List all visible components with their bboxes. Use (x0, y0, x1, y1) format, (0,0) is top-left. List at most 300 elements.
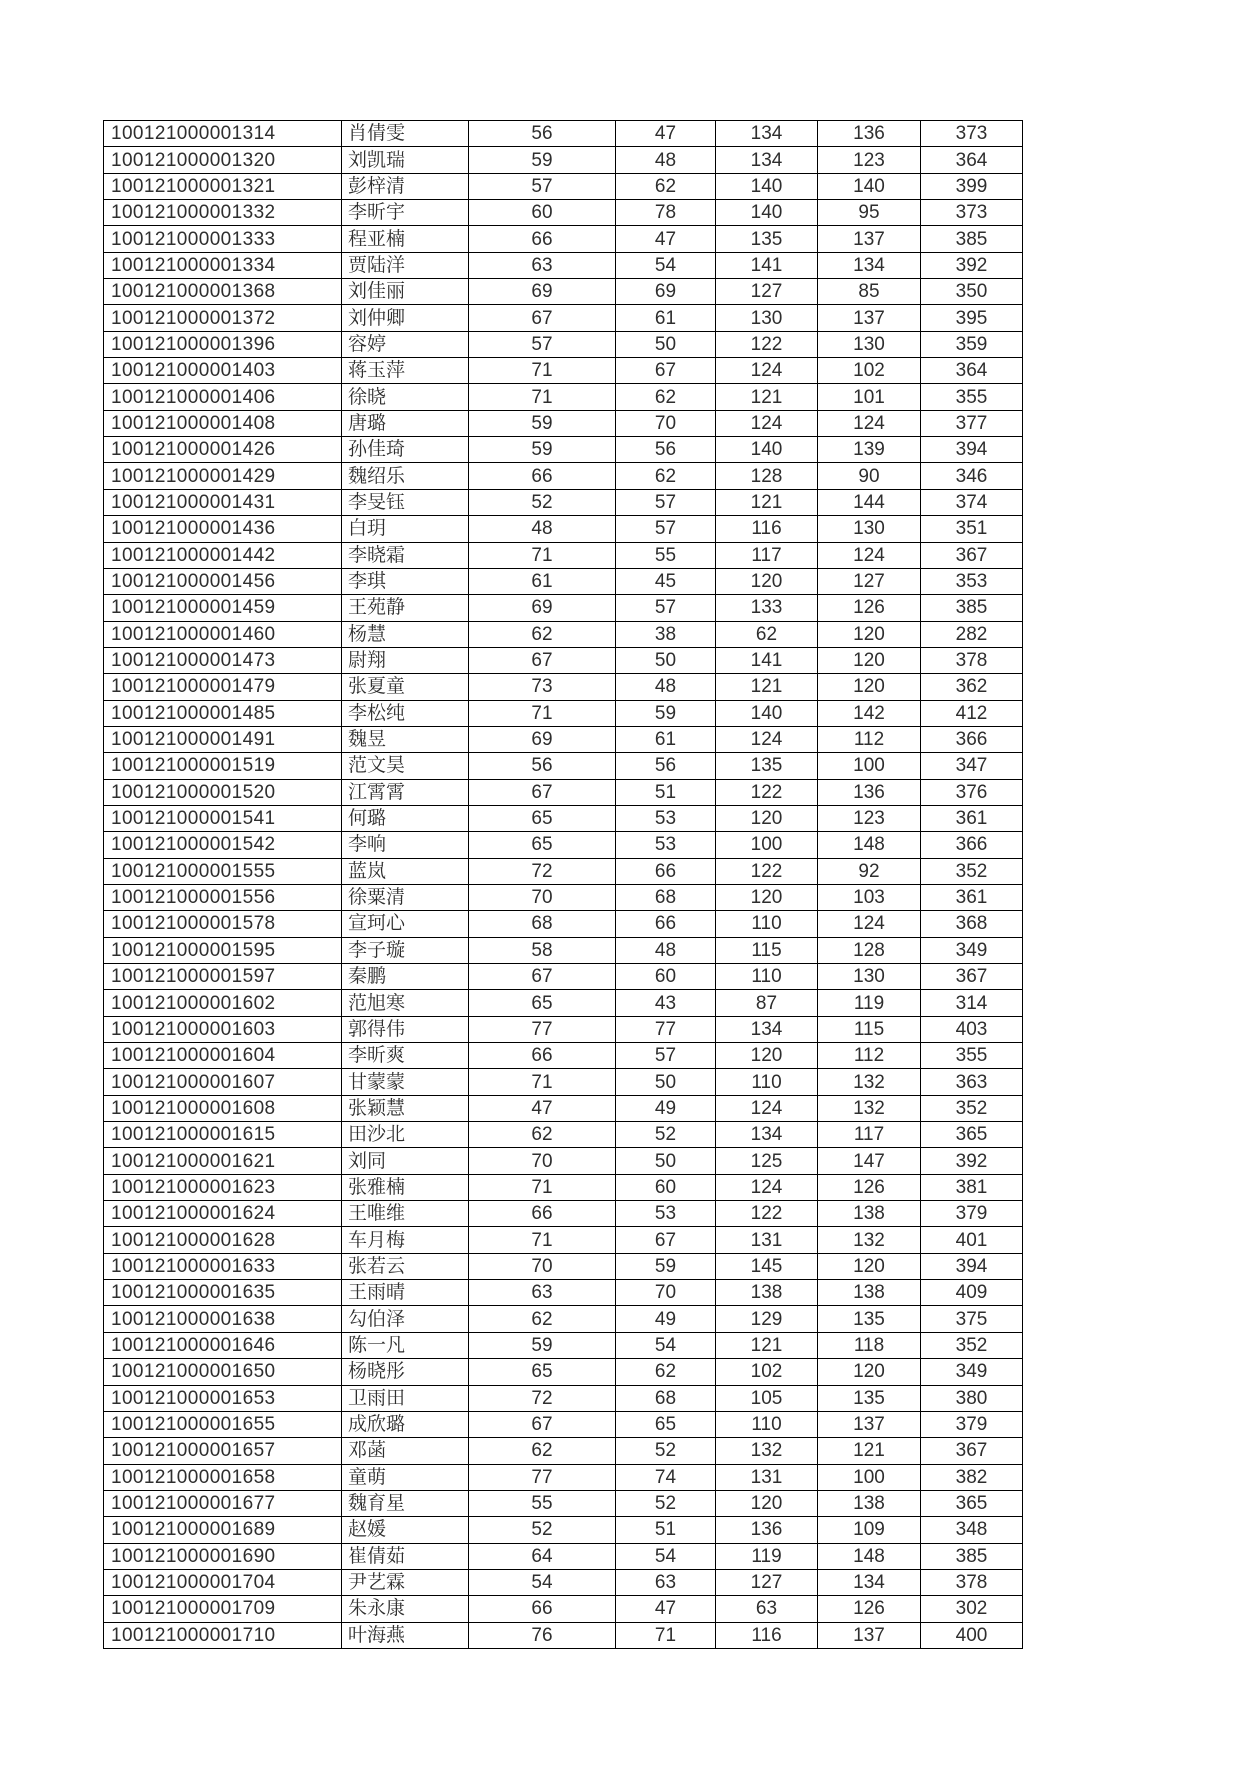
score-4-cell: 109 (818, 1517, 921, 1543)
score-3-cell: 117 (716, 542, 818, 568)
score-4-cell: 142 (818, 700, 921, 726)
score-3-cell: 140 (716, 173, 818, 199)
total-score-cell: 399 (921, 173, 1023, 199)
score-4-cell: 130 (818, 516, 921, 542)
candidate-name-cell: 刘同 (342, 1148, 469, 1174)
score-1-cell: 47 (469, 1095, 616, 1121)
candidate-id-cell: 100121000001690 (104, 1543, 342, 1569)
total-score-cell: 403 (921, 1016, 1023, 1042)
total-score-cell: 409 (921, 1280, 1023, 1306)
total-score-cell: 353 (921, 568, 1023, 594)
table-row (104, 252, 1023, 278)
score-3-cell: 120 (716, 1490, 818, 1516)
candidate-id-cell: 100121000001658 (104, 1464, 342, 1490)
score-1-cell: 66 (469, 1596, 616, 1622)
score-1-cell: 52 (469, 489, 616, 515)
score-3-cell: 124 (716, 358, 818, 384)
score-1-cell: 72 (469, 1385, 616, 1411)
candidate-id-cell: 100121000001372 (104, 305, 342, 331)
score-3-cell: 124 (716, 726, 818, 752)
total-score-cell: 365 (921, 1490, 1023, 1516)
candidate-name-cell: 江霄霄 (342, 779, 469, 805)
total-score-cell: 385 (921, 595, 1023, 621)
candidate-name-cell: 范文昊 (342, 753, 469, 779)
table-row (104, 200, 1023, 226)
total-score-cell: 385 (921, 226, 1023, 252)
score-1-cell: 67 (469, 305, 616, 331)
table-row (104, 173, 1023, 199)
candidate-id-cell: 100121000001677 (104, 1490, 342, 1516)
score-3-cell: 120 (716, 568, 818, 594)
candidate-name-cell: 成欣璐 (342, 1411, 469, 1437)
score-4-cell: 126 (818, 1596, 921, 1622)
score-1-cell: 67 (469, 1411, 616, 1437)
score-2-cell: 50 (616, 1069, 716, 1095)
candidate-id-cell: 100121000001607 (104, 1069, 342, 1095)
score-2-cell: 43 (616, 990, 716, 1016)
score-1-cell: 66 (469, 226, 616, 252)
candidate-name-cell: 王雨晴 (342, 1280, 469, 1306)
candidate-id-cell: 100121000001653 (104, 1385, 342, 1411)
score-4-cell: 140 (818, 173, 921, 199)
score-4-cell: 126 (818, 595, 921, 621)
score-4-cell: 100 (818, 1464, 921, 1490)
score-1-cell: 62 (469, 1122, 616, 1148)
score-3-cell: 121 (716, 489, 818, 515)
candidate-id-cell: 100121000001321 (104, 173, 342, 199)
candidate-name-cell: 魏昱 (342, 726, 469, 752)
score-1-cell: 69 (469, 595, 616, 621)
score-1-cell: 70 (469, 1253, 616, 1279)
score-1-cell: 62 (469, 1438, 616, 1464)
candidate-name-cell: 崔倩茹 (342, 1543, 469, 1569)
score-4-cell: 147 (818, 1148, 921, 1174)
candidate-name-cell: 邓菡 (342, 1438, 469, 1464)
score-3-cell: 122 (716, 1201, 818, 1227)
score-4-cell: 148 (818, 1543, 921, 1569)
score-1-cell: 60 (469, 200, 616, 226)
candidate-name-cell: 何璐 (342, 805, 469, 831)
candidate-name-cell: 徐晓 (342, 384, 469, 410)
table-row (104, 358, 1023, 384)
table-row (104, 1596, 1023, 1622)
table-row (104, 805, 1023, 831)
candidate-name-cell: 李晓霜 (342, 542, 469, 568)
candidate-name-cell: 范旭寒 (342, 990, 469, 1016)
score-2-cell: 60 (616, 964, 716, 990)
total-score-cell: 363 (921, 1069, 1023, 1095)
score-4-cell: 138 (818, 1280, 921, 1306)
total-score-cell: 362 (921, 674, 1023, 700)
table-row (104, 1622, 1023, 1648)
candidate-id-cell: 100121000001650 (104, 1359, 342, 1385)
candidate-name-cell: 甘蒙蒙 (342, 1069, 469, 1095)
score-4-cell: 103 (818, 884, 921, 910)
score-4-cell: 115 (818, 1016, 921, 1042)
table-row (104, 279, 1023, 305)
score-4-cell: 135 (818, 1306, 921, 1332)
score-2-cell: 77 (616, 1016, 716, 1042)
score-1-cell: 77 (469, 1016, 616, 1042)
score-2-cell: 67 (616, 358, 716, 384)
candidate-name-cell: 田沙北 (342, 1122, 469, 1148)
score-2-cell: 62 (616, 384, 716, 410)
score-2-cell: 54 (616, 1543, 716, 1569)
table-row (104, 1253, 1023, 1279)
score-4-cell: 100 (818, 753, 921, 779)
score-1-cell: 59 (469, 410, 616, 436)
score-4-cell: 132 (818, 1227, 921, 1253)
table-row (104, 516, 1023, 542)
score-2-cell: 66 (616, 911, 716, 937)
score-4-cell: 120 (818, 1253, 921, 1279)
candidate-id-cell: 100121000001615 (104, 1122, 342, 1148)
table-row (104, 753, 1023, 779)
candidate-id-cell: 100121000001689 (104, 1517, 342, 1543)
candidate-id-cell: 100121000001320 (104, 147, 342, 173)
score-1-cell: 71 (469, 1227, 616, 1253)
score-2-cell: 68 (616, 884, 716, 910)
score-2-cell: 59 (616, 700, 716, 726)
score-4-cell: 90 (818, 463, 921, 489)
score-2-cell: 47 (616, 121, 716, 147)
table-row (104, 437, 1023, 463)
score-1-cell: 72 (469, 858, 616, 884)
table-row (104, 463, 1023, 489)
candidate-name-cell: 郭得伟 (342, 1016, 469, 1042)
table-row (104, 990, 1023, 1016)
score-3-cell: 127 (716, 279, 818, 305)
score-2-cell: 45 (616, 568, 716, 594)
total-score-cell: 352 (921, 1095, 1023, 1121)
candidate-id-cell: 100121000001603 (104, 1016, 342, 1042)
table-row (104, 147, 1023, 173)
score-4-cell: 132 (818, 1069, 921, 1095)
table-row (104, 542, 1023, 568)
score-4-cell: 112 (818, 1043, 921, 1069)
total-score-cell: 381 (921, 1174, 1023, 1200)
candidate-name-cell: 魏绍乐 (342, 463, 469, 489)
total-score-cell: 401 (921, 1227, 1023, 1253)
table-row (104, 384, 1023, 410)
score-4-cell: 136 (818, 121, 921, 147)
total-score-cell: 392 (921, 1148, 1023, 1174)
candidate-name-cell: 刘佳丽 (342, 279, 469, 305)
candidate-name-cell: 孙佳琦 (342, 437, 469, 463)
score-3-cell: 121 (716, 1332, 818, 1358)
score-1-cell: 65 (469, 832, 616, 858)
table-row (104, 726, 1023, 752)
candidate-id-cell: 100121000001633 (104, 1253, 342, 1279)
score-1-cell: 67 (469, 964, 616, 990)
score-2-cell: 54 (616, 1332, 716, 1358)
total-score-cell: 366 (921, 832, 1023, 858)
score-2-cell: 65 (616, 1411, 716, 1437)
candidate-id-cell: 100121000001459 (104, 595, 342, 621)
score-2-cell: 61 (616, 726, 716, 752)
candidate-name-cell: 唐璐 (342, 410, 469, 436)
candidate-id-cell: 100121000001314 (104, 121, 342, 147)
total-score-cell: 365 (921, 1122, 1023, 1148)
table-row (104, 1569, 1023, 1595)
total-score-cell: 314 (921, 990, 1023, 1016)
score-3-cell: 141 (716, 252, 818, 278)
candidate-id-cell: 100121000001333 (104, 226, 342, 252)
candidate-name-cell: 程亚楠 (342, 226, 469, 252)
score-3-cell: 140 (716, 200, 818, 226)
total-score-cell: 392 (921, 252, 1023, 278)
table-row (104, 1069, 1023, 1095)
score-2-cell: 61 (616, 305, 716, 331)
table-row (104, 568, 1023, 594)
score-3-cell: 136 (716, 1517, 818, 1543)
table-row (104, 621, 1023, 647)
score-1-cell: 54 (469, 1569, 616, 1595)
total-score-cell: 361 (921, 884, 1023, 910)
candidate-id-cell: 100121000001638 (104, 1306, 342, 1332)
candidate-name-cell: 魏育星 (342, 1490, 469, 1516)
table-row (104, 858, 1023, 884)
candidate-name-cell: 童萌 (342, 1464, 469, 1490)
score-3-cell: 110 (716, 964, 818, 990)
candidate-id-cell: 100121000001646 (104, 1332, 342, 1358)
table-row (104, 1543, 1023, 1569)
candidate-name-cell: 蓝岚 (342, 858, 469, 884)
candidate-id-cell: 100121000001436 (104, 516, 342, 542)
score-3-cell: 100 (716, 832, 818, 858)
table-row (104, 1438, 1023, 1464)
total-score-cell: 355 (921, 1043, 1023, 1069)
score-4-cell: 124 (818, 410, 921, 436)
table-row (104, 1095, 1023, 1121)
score-4-cell: 120 (818, 647, 921, 673)
score-1-cell: 63 (469, 252, 616, 278)
candidate-name-cell: 张夏童 (342, 674, 469, 700)
score-4-cell: 117 (818, 1122, 921, 1148)
score-2-cell: 54 (616, 252, 716, 278)
score-4-cell: 138 (818, 1490, 921, 1516)
total-score-cell: 352 (921, 858, 1023, 884)
candidate-name-cell: 张雅楠 (342, 1174, 469, 1200)
candidate-name-cell: 张若云 (342, 1253, 469, 1279)
candidate-id-cell: 100121000001473 (104, 647, 342, 673)
total-score-cell: 361 (921, 805, 1023, 831)
score-3-cell: 125 (716, 1148, 818, 1174)
table-row (104, 1174, 1023, 1200)
score-3-cell: 131 (716, 1227, 818, 1253)
score-1-cell: 56 (469, 121, 616, 147)
candidate-id-cell: 100121000001431 (104, 489, 342, 515)
candidate-id-cell: 100121000001442 (104, 542, 342, 568)
score-1-cell: 65 (469, 1359, 616, 1385)
candidate-name-cell: 卫雨田 (342, 1385, 469, 1411)
candidate-name-cell: 肖倩雯 (342, 121, 469, 147)
total-score-cell: 351 (921, 516, 1023, 542)
score-3-cell: 122 (716, 331, 818, 357)
total-score-cell: 379 (921, 1411, 1023, 1437)
score-1-cell: 61 (469, 568, 616, 594)
score-2-cell: 56 (616, 753, 716, 779)
candidate-name-cell: 尉翔 (342, 647, 469, 673)
score-4-cell: 144 (818, 489, 921, 515)
score-1-cell: 71 (469, 1174, 616, 1200)
candidate-id-cell: 100121000001628 (104, 1227, 342, 1253)
score-1-cell: 65 (469, 805, 616, 831)
score-4-cell: 148 (818, 832, 921, 858)
score-4-cell: 130 (818, 964, 921, 990)
candidate-id-cell: 100121000001479 (104, 674, 342, 700)
total-score-cell: 382 (921, 1464, 1023, 1490)
score-4-cell: 120 (818, 674, 921, 700)
candidate-name-cell: 李子璇 (342, 937, 469, 963)
score-2-cell: 57 (616, 595, 716, 621)
score-4-cell: 128 (818, 937, 921, 963)
score-1-cell: 58 (469, 937, 616, 963)
total-score-cell: 282 (921, 621, 1023, 647)
candidate-id-cell: 100121000001460 (104, 621, 342, 647)
candidate-name-cell: 刘仲卿 (342, 305, 469, 331)
total-score-cell: 385 (921, 1543, 1023, 1569)
table-row (104, 121, 1023, 147)
score-4-cell: 136 (818, 779, 921, 805)
score-4-cell: 120 (818, 1359, 921, 1385)
candidate-name-cell: 勾伯泽 (342, 1306, 469, 1332)
candidate-id-cell: 100121000001597 (104, 964, 342, 990)
score-1-cell: 59 (469, 1332, 616, 1358)
score-4-cell: 123 (818, 805, 921, 831)
candidate-name-cell: 李琪 (342, 568, 469, 594)
score-1-cell: 71 (469, 542, 616, 568)
table-row (104, 1464, 1023, 1490)
score-3-cell: 120 (716, 805, 818, 831)
score-4-cell: 118 (818, 1332, 921, 1358)
score-1-cell: 66 (469, 1201, 616, 1227)
candidate-id-cell: 100121000001655 (104, 1411, 342, 1437)
total-score-cell: 346 (921, 463, 1023, 489)
score-2-cell: 53 (616, 1201, 716, 1227)
score-1-cell: 70 (469, 1148, 616, 1174)
total-score-cell: 302 (921, 1596, 1023, 1622)
score-3-cell: 116 (716, 1622, 818, 1648)
candidate-name-cell: 彭梓清 (342, 173, 469, 199)
total-score-cell: 378 (921, 647, 1023, 673)
total-score-cell: 367 (921, 964, 1023, 990)
table-row (104, 1385, 1023, 1411)
total-score-cell: 379 (921, 1201, 1023, 1227)
score-2-cell: 59 (616, 1253, 716, 1279)
table-row (104, 779, 1023, 805)
table-row (104, 1517, 1023, 1543)
candidate-name-cell: 宣珂心 (342, 911, 469, 937)
table-row (104, 964, 1023, 990)
score-1-cell: 59 (469, 437, 616, 463)
score-1-cell: 59 (469, 147, 616, 173)
score-3-cell: 134 (716, 1016, 818, 1042)
score-1-cell: 70 (469, 884, 616, 910)
score-2-cell: 47 (616, 1596, 716, 1622)
total-score-cell: 373 (921, 200, 1023, 226)
score-2-cell: 57 (616, 516, 716, 542)
score-3-cell: 119 (716, 1543, 818, 1569)
score-1-cell: 77 (469, 1464, 616, 1490)
total-score-cell: 380 (921, 1385, 1023, 1411)
table-row (104, 1280, 1023, 1306)
score-2-cell: 47 (616, 226, 716, 252)
score-3-cell: 120 (716, 1043, 818, 1069)
candidate-name-cell: 朱永康 (342, 1596, 469, 1622)
score-4-cell: 123 (818, 147, 921, 173)
score-3-cell: 141 (716, 647, 818, 673)
table-row (104, 1227, 1023, 1253)
candidate-id-cell: 100121000001456 (104, 568, 342, 594)
candidate-name-cell: 李松纯 (342, 700, 469, 726)
score-2-cell: 70 (616, 1280, 716, 1306)
total-score-cell: 355 (921, 384, 1023, 410)
score-4-cell: 137 (818, 1622, 921, 1648)
score-3-cell: 121 (716, 674, 818, 700)
score-4-cell: 135 (818, 1385, 921, 1411)
candidate-id-cell: 100121000001396 (104, 331, 342, 357)
score-1-cell: 48 (469, 516, 616, 542)
score-2-cell: 38 (616, 621, 716, 647)
table-row (104, 489, 1023, 515)
score-2-cell: 62 (616, 173, 716, 199)
score-1-cell: 64 (469, 1543, 616, 1569)
score-2-cell: 52 (616, 1122, 716, 1148)
score-4-cell: 127 (818, 568, 921, 594)
candidate-id-cell: 100121000001485 (104, 700, 342, 726)
score-2-cell: 48 (616, 937, 716, 963)
candidate-id-cell: 100121000001406 (104, 384, 342, 410)
total-score-cell: 376 (921, 779, 1023, 805)
score-2-cell: 50 (616, 331, 716, 357)
candidate-id-cell: 100121000001604 (104, 1043, 342, 1069)
table-row (104, 410, 1023, 436)
score-1-cell: 71 (469, 358, 616, 384)
score-3-cell: 110 (716, 911, 818, 937)
score-2-cell: 55 (616, 542, 716, 568)
score-1-cell: 69 (469, 726, 616, 752)
score-3-cell: 138 (716, 1280, 818, 1306)
total-score-cell: 367 (921, 1438, 1023, 1464)
score-3-cell: 134 (716, 147, 818, 173)
score-2-cell: 51 (616, 779, 716, 805)
total-score-cell: 373 (921, 121, 1023, 147)
score-4-cell: 92 (818, 858, 921, 884)
candidate-id-cell: 100121000001608 (104, 1095, 342, 1121)
candidate-id-cell: 100121000001426 (104, 437, 342, 463)
score-4-cell: 124 (818, 911, 921, 937)
candidate-name-cell: 李响 (342, 832, 469, 858)
score-4-cell: 101 (818, 384, 921, 410)
total-score-cell: 364 (921, 358, 1023, 384)
score-3-cell: 115 (716, 937, 818, 963)
score-4-cell: 102 (818, 358, 921, 384)
candidate-id-cell: 100121000001709 (104, 1596, 342, 1622)
score-4-cell: 95 (818, 200, 921, 226)
score-2-cell: 56 (616, 437, 716, 463)
candidate-id-cell: 100121000001657 (104, 1438, 342, 1464)
score-2-cell: 52 (616, 1490, 716, 1516)
score-4-cell: 124 (818, 542, 921, 568)
score-3-cell: 110 (716, 1411, 818, 1437)
score-1-cell: 71 (469, 384, 616, 410)
candidate-name-cell: 王唯维 (342, 1201, 469, 1227)
candidate-id-cell: 100121000001368 (104, 279, 342, 305)
score-1-cell: 71 (469, 1069, 616, 1095)
table-row (104, 1122, 1023, 1148)
score-1-cell: 69 (469, 279, 616, 305)
